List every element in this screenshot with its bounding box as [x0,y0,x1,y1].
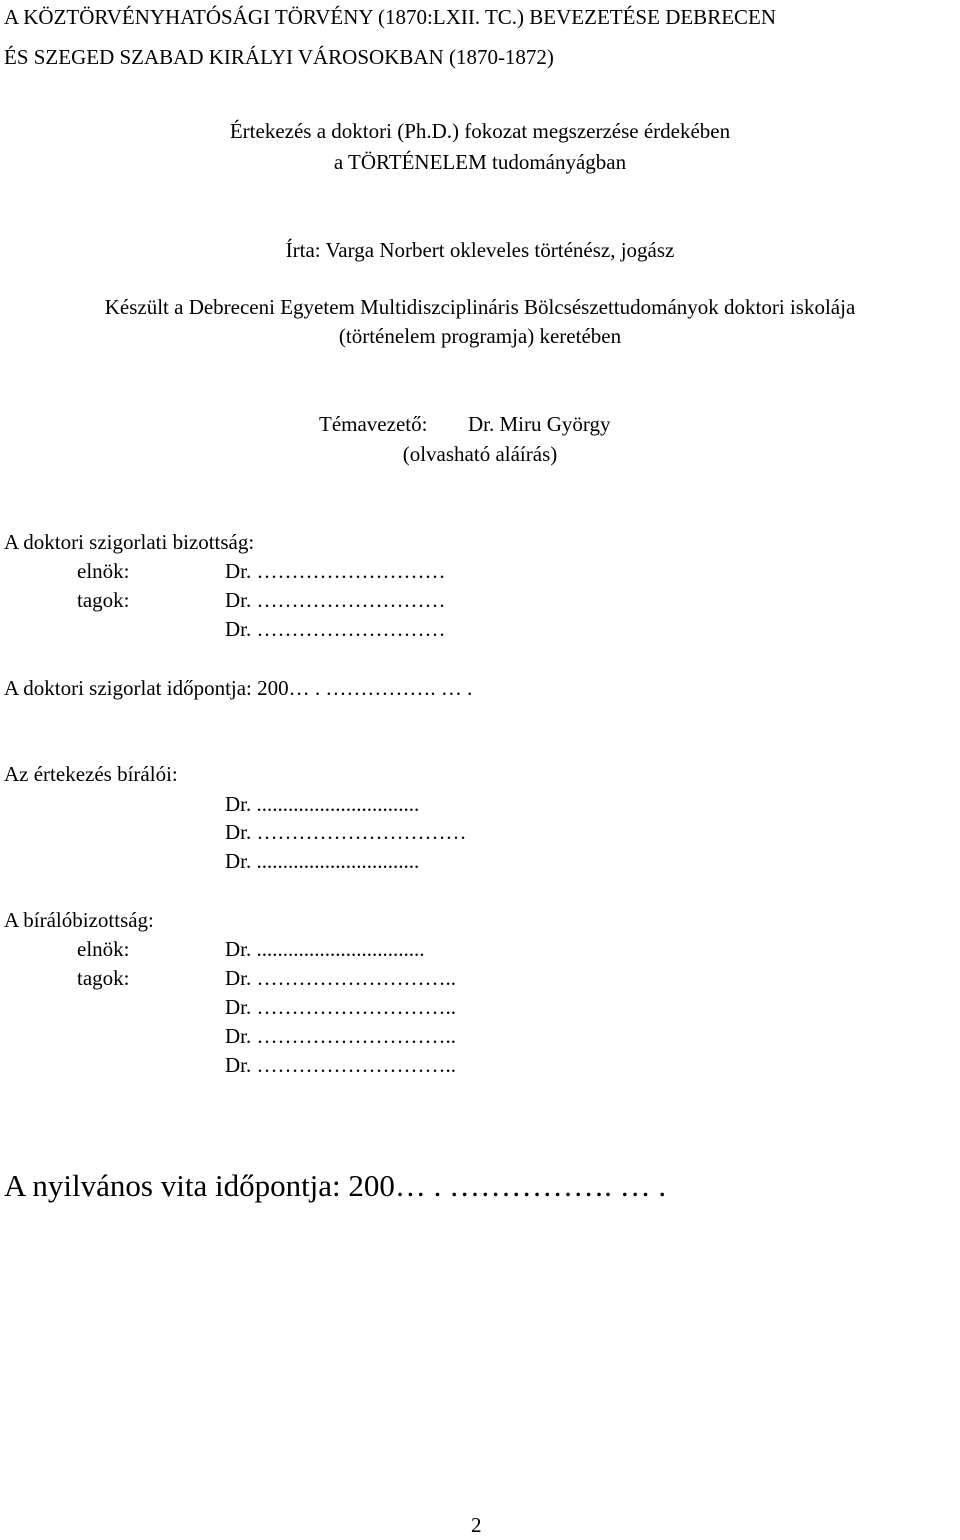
supervisor-label: Témavezető: [319,412,428,436]
supervisor-signature-note: (olvasható aláírás) [402,442,558,466]
page-number: 2 [471,1513,482,1537]
exam-committee-member-2: Dr. ……………………… [225,617,446,641]
review-board-member-4: Dr. ……………………….. [225,1053,456,1077]
reviewer-2: Dr. ………………………… [225,820,467,844]
review-board-members-label: tagok: [77,966,130,990]
reviewers-heading: Az értekezés bírálói: [4,762,178,786]
review-board-member-3: Dr. ……………………….. [225,1024,456,1048]
exam-committee-heading: A doktori szigorlati bizottság: [4,530,255,554]
review-board-member-1: Dr. ……………………….. [225,966,456,990]
reviewer-3: Dr. ............................... [225,849,420,873]
supervisor-name: Dr. Miru György [468,412,611,436]
thesis-statement-line-1: Értekezés a doktori (Ph.D.) fokozat megszerzése érdekében [229,119,731,143]
exam-committee-chair-value: Dr. ……………………… [225,559,446,583]
public-defense-date-line: A nyilvános vita időpontja: 200… . ……………. … . [4,1168,667,1203]
institution-line-1: Készült a Debreceni Egyetem Multidiszciplináris Bölcsészettudományok doktori iskolája [104,295,856,319]
exam-committee-chair-label: elnök: [77,559,130,583]
author-line: Írta: Varga Norbert okleveles történész, jogász [285,238,675,262]
exam-date-line: A doktori szigorlat időpontja: 200… . ……………. … . [4,676,473,700]
exam-committee-member-1: Dr. ……………………… [225,588,446,612]
thesis-statement-line-2: a TÖRTÉNELEM tudományágban [333,150,627,174]
review-board-member-2: Dr. ……………………….. [225,995,456,1019]
institution-line-2: (történelem programja) keretében [338,324,622,348]
exam-committee-members-label: tagok: [77,588,130,612]
document-title-line-1: A KÖZTÖRVÉNYHATÓSÁGI TÖRVÉNY (1870:LXII. TC.) BEVEZETÉSE DEBRECEN [4,5,777,29]
review-board-heading: A bírálóbizottság: [4,908,154,932]
review-board-chair-label: elnök: [77,937,130,961]
review-board-chair-value: Dr. ................................ [225,937,425,961]
document-title-line-2: ÉS SZEGED SZABAD KIRÁLYI VÁROSOKBAN (1870-1872) [4,45,554,69]
reviewer-1: Dr. ............................... [225,792,420,816]
